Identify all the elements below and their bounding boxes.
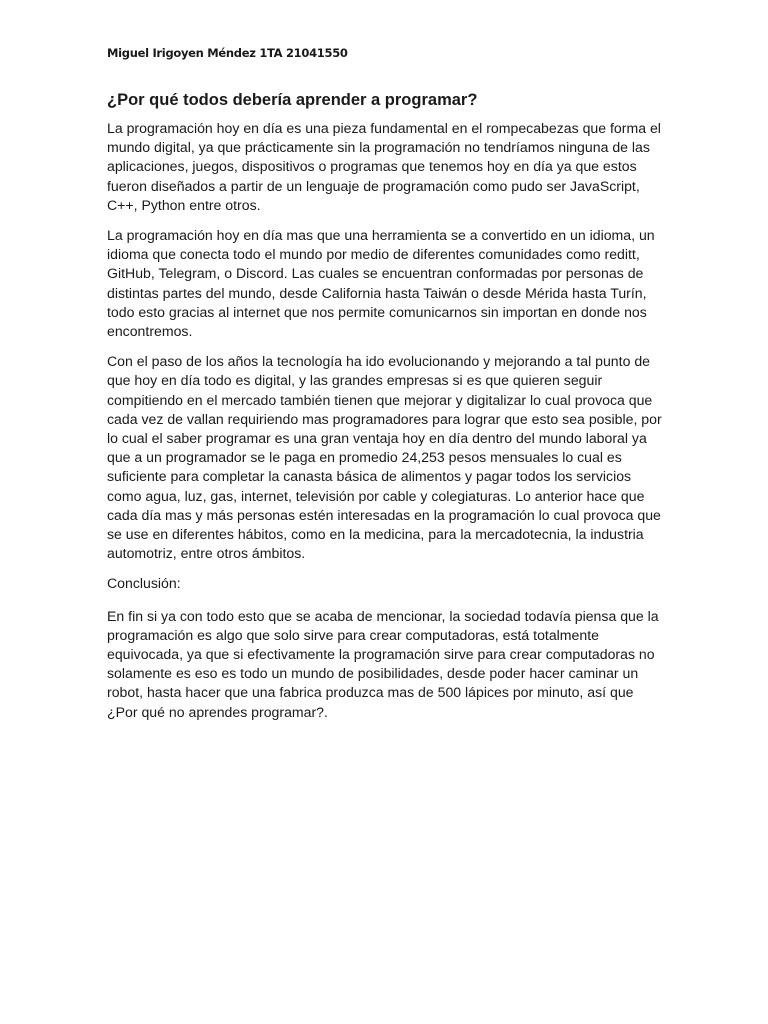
author-line: Miguel Irigoyen Méndez 1TA 21041550 xyxy=(107,46,348,60)
paragraph-intro: La programación hoy en día es una pieza fundamental en el rompecabezas que forma el mundo digital, ya que prácticamente sin la programación no tendríamos ninguna de las aplicaciones, juegos, dispositivos o programas que tenemos hoy en día ya que estos fueron diseñados a partir de un lenguaje de programación como pudo ser JavaScript, C++, Python entre otros. xyxy=(107,120,661,213)
conclusion-label: Conclusión: xyxy=(107,575,181,592)
document-page xyxy=(107,44,667,733)
paragraph-language: La programación hoy en día mas que una herramienta se a convertido en un idioma, un idioma que conecta todo el mundo por medio de diferentes comunidades como reditt, GitHub, Telegram, o Discord. Las cuales se encuentran conformadas por personas de distintas partes del mundo, desde California hasta Taiwán o desde Mérida hasta Turín, todo esto gracias al internet que nos permite comunicarnos sin importan en donde nos encontremos. xyxy=(107,227,655,340)
document-title: ¿Por qué todos debería aprender a programar? xyxy=(107,91,478,109)
conclusion-paragraph: En fin si ya con todo esto que se acaba de mencionar, la sociedad todavía piensa que la programación es algo que solo sirve para crear computadoras, está totalmente equivocada, ya que si efectivamente la programación sirve para crear computadoras no solamente es eso es todo un mundo de posibilidades, desde poder hacer caminar un robot, hasta hacer que una fabrica produzca mas de 500 lápices por minuto, así que ¿Por qué no aprendes programar?. xyxy=(107,607,659,720)
paragraph-technology: Con el paso de los años la tecnología ha ido evolucionando y mejorando a tal punto de que hoy en día todo es digital, y las grandes empresas si es que quieren seguir compitiendo en el mercado también tienen que mejorar y digitalizar lo cual provoca que cada vez de vallan requiriendo mas programadores para lograr que esto sea posible, por lo cual el saber programar es una gran ventaja hoy en día dentro del mundo laboral ya que a un programador se le paga en promedio 24,253 pesos mensuales lo cual es suficiente para completar la canasta básica de alimentos y pagar todos los servicios como agua, luz, gas, internet, televisión por cable y colegiaturas. Lo anterior hace que cada día mas y más personas estén interesadas en la programación lo cual provoca que se use en diferentes hábitos, como en la medicina, para la mercadotecnia, la industria automotriz, entre otros ámbitos. xyxy=(107,353,662,562)
